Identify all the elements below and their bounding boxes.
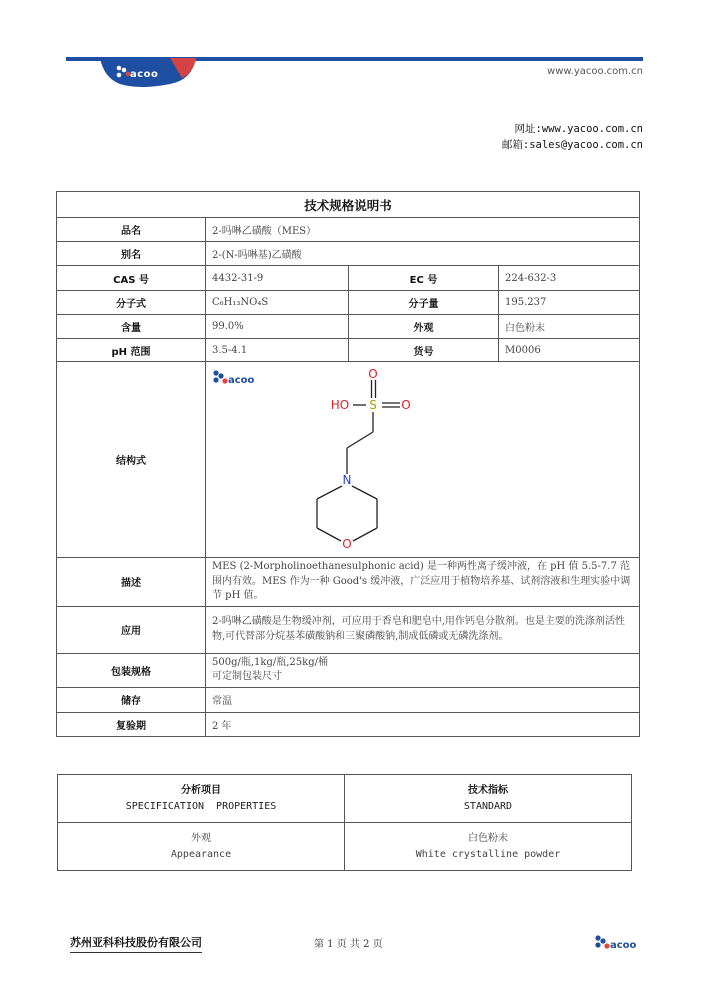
pack-label: 包装规格	[57, 653, 206, 687]
mw-label: 分子量	[349, 291, 499, 315]
email-text[interactable]: 邮箱:sales@yacoo.com.cn	[501, 139, 643, 151]
col1-cn: 分析项目	[181, 784, 221, 796]
formula-label: 分子式	[57, 291, 206, 315]
storage-label: 储存	[57, 687, 206, 712]
footer-company: 苏州亚科科技股份有限公司	[70, 934, 202, 953]
analysis-header-standard	[345, 775, 632, 823]
contact-block	[502, 121, 643, 153]
ec-value: 224-632-3	[499, 266, 640, 291]
name-value: 2-吗啉乙磺酸（MES）	[206, 218, 640, 242]
spec-table	[56, 191, 640, 737]
structure-label: 结构式	[57, 362, 206, 558]
atom-o-ring: O	[342, 537, 352, 551]
app-value: 2-吗啉乙磺酸是生物缓冲剂，可应用于香皂和肥皂中,用作钙皂分散剂。也是主要的洗涤剂活性物,可代替部分烷基苯磺酸钠和三聚磷酸钠,制成低磷或无磷洗涤剂。	[206, 606, 640, 653]
item-value: M0006	[499, 339, 640, 362]
retest-value: 2 年	[206, 712, 640, 736]
analysis-table	[57, 774, 632, 871]
svg-text:acoo: acoo	[130, 69, 159, 80]
alias-value: 2-(N-吗啉基)乙磺酸	[206, 242, 640, 266]
formula-value: C₆H₁₃NO₄S	[206, 291, 349, 315]
svg-text:acoo: acoo	[228, 375, 255, 386]
app-label: 应用	[57, 606, 206, 653]
svg-text:acoo: acoo	[610, 940, 637, 951]
atom-n: N	[342, 473, 352, 487]
ec-label: EC 号	[349, 266, 499, 291]
col2-en: STANDARD	[463, 800, 513, 812]
col2-cn: 技术指标	[468, 784, 508, 796]
ph-value: 3.5-4.1	[206, 339, 349, 362]
page-indicator: 第 1 页 共 2 页	[314, 939, 383, 950]
row1-item-en: Appearance	[170, 848, 232, 860]
analysis-row-item	[58, 823, 345, 871]
row1-std-cn: 白色粉末	[468, 832, 508, 844]
cas-value: 4432-31-9	[206, 266, 349, 291]
item-label: 货号	[349, 339, 499, 362]
storage-value: 常温	[206, 687, 640, 712]
brand-logo	[100, 58, 196, 88]
name-label: 品名	[57, 218, 206, 242]
desc-value: MES (2-Morpholinoethanesulphonic acid) 是一种两性离子缓冲液，在 pH 值 5.5-7.7 范围内有效。MES 作为一种 Good's 缓冲液，广泛应用于植物培养基、试剂溶液和生理实验中调节 pH 值。	[206, 558, 640, 607]
pack-line-1: 500g/瓶,1kg/瓶,25kg/桶	[212, 656, 328, 668]
desc-label: 描述	[57, 558, 206, 607]
website-text[interactable]: 网址:www.yacoo.com.cn	[514, 123, 643, 135]
retest-label: 复验期	[57, 712, 206, 736]
cas-label: CAS 号	[57, 266, 206, 291]
atom-ho: HO	[330, 398, 350, 412]
appearance-label: 外观	[349, 315, 499, 339]
footer-logo	[594, 932, 644, 954]
atom-o-right: O	[401, 398, 411, 412]
alias-label: 别名	[57, 242, 206, 266]
analysis-header-item	[58, 775, 345, 823]
content-value: 99.0%	[206, 315, 349, 339]
analysis-row-standard	[345, 823, 632, 871]
atom-s: S	[369, 398, 377, 412]
ph-label: pH 范围	[57, 339, 206, 362]
spec-title: 技术规格说明书	[57, 192, 640, 218]
structure-cell	[206, 362, 640, 558]
mw-value: 195.237	[499, 291, 640, 315]
atom-o-top: O	[368, 367, 378, 381]
molecule-structure	[206, 362, 639, 558]
pack-value	[206, 653, 640, 687]
pack-line-2: 可定制包装尺寸	[212, 671, 282, 682]
col1-en: SPECIFICATION PROPERTIES	[125, 800, 277, 812]
row1-item-cn: 外观	[191, 832, 211, 844]
appearance-value: 白色粉末	[499, 315, 640, 339]
header-url[interactable]: www.yacoo.com.cn	[547, 66, 643, 77]
content-label: 含量	[57, 315, 206, 339]
row1-std-en: White crystalline powder	[415, 848, 561, 860]
